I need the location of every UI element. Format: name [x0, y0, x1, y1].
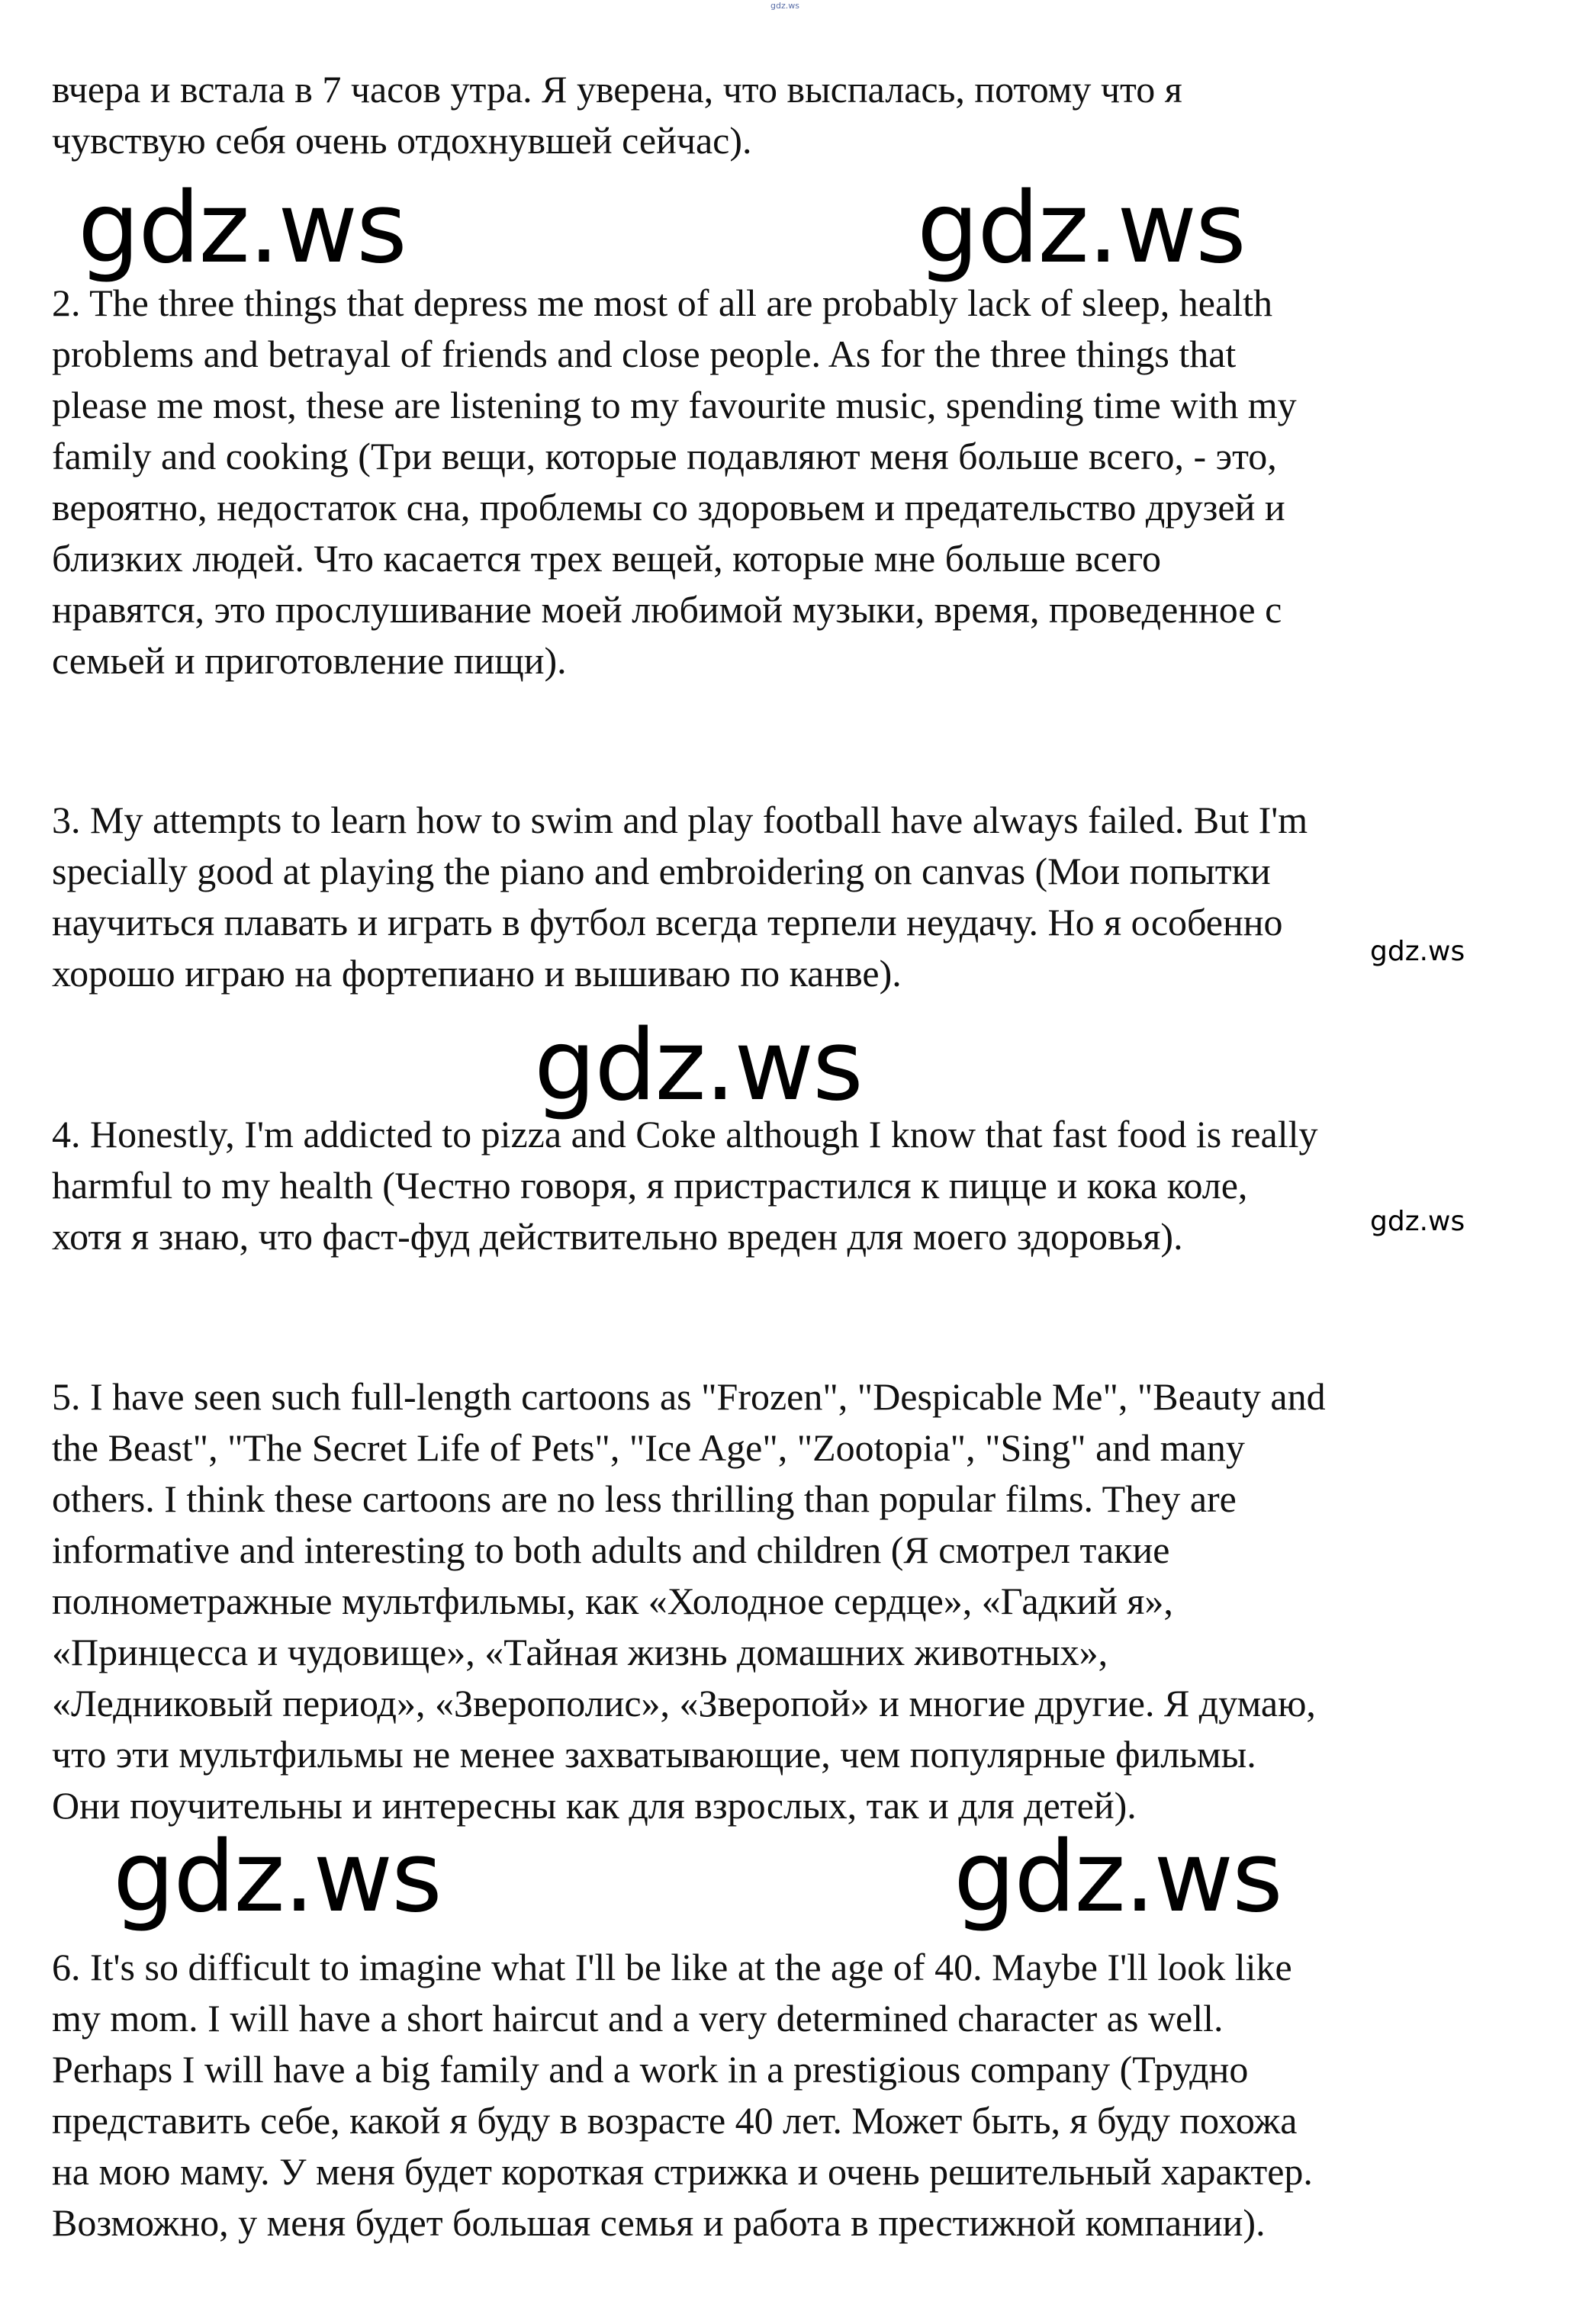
watermark-large: gdz.ws: [78, 172, 406, 285]
watermark-top-small: gdz.ws: [770, 1, 799, 11]
paragraph-answer-3: 3. My attempts to learn how to swim and play football have always failed. But I'm specially good at playing the piano and embroidering on canvas (Мои попытки научиться плавать и играть в футбол всегда терпели неудачу. Но я особенно хорошо играю на фортепиано и вышиваю по канве).: [52, 799, 1308, 995]
paragraph-answer-6: 6. It's so difficult to imagine what I'll be like at the age of 40. Maybe I'll look like my mom. I will have a short haircut and a very determined character as well. Perhaps I will have a big family and a work in a prestigious company (Трудно представить себе, какой я буду в возрасте 40 лет. Может быть, я буду похожа на мою маму. У меня будет короткая стрижка и очень решительный характер. Возможно, у меня будет большая семья и работа в престижной компании).: [52, 1946, 1313, 2244]
paragraph-intro: вчера и встала в 7 часов утра. Я уверена, что выспалась, потому что я чувствую себя очень отдохнувшей сейчас).: [52, 68, 1182, 162]
watermark-large: gdz.ws: [954, 1821, 1282, 1934]
watermark-large: gdz.ws: [534, 1009, 862, 1123]
paragraph-answer-2: 2. The three things that depress me most of all are probably lack of sleep, health problems and betrayal of friends and close people. As for the three things that please me most, these are listening to my favourite music, spending time with my family and cooking (Три вещи, которые подавляют меня больше всего, - это, вероятно, недостаток сна, проблемы со здоровьем и предательство друзей и близких людей. Что касается трех вещей, которые мне больше всего нравятся, это прослушивание моей любимой музыки, время, проведенное с семьей и приготовление пищи).: [52, 281, 1297, 682]
watermark-small: gdz.ws: [1370, 936, 1465, 967]
watermark-small: gdz.ws: [1370, 1206, 1465, 1237]
paragraph-answer-4: 4. Honestly, I'm addicted to pizza and Coke although I know that fast food is really harmful to my health (Честно говоря, я пристрастился к пицце и кока коле, хотя я знаю, что фаст-фуд действительно вреден для моего здоровья).: [52, 1113, 1318, 1258]
watermark-large: gdz.ws: [113, 1821, 441, 1934]
paragraph-answer-5: 5. I have seen such full-length cartoons as "Frozen", "Despicable Me", "Beauty and the Beast", "The Secret Life of Pets", "Ice Age", "Zootopia", "Sing" and many others. I think these cartoons are no less thrilling than popular films. They are informative and interesting to both adults and children (Я смотрел такие полнометражные мультфильмы, как «Холодное сердце», «Гадкий я», «Принцесса и чудовище», «Тайная жизнь домашних животных», «Ледниковый период», «Зверополис», «Зверопой» и многие другие. Я думаю, что эти мультфильмы не менее захватывающие, чем популярные фильмы. Они поучительны и интересны как для взрослых, так и для детей).: [52, 1375, 1326, 1827]
watermark-large: gdz.ws: [917, 172, 1245, 285]
